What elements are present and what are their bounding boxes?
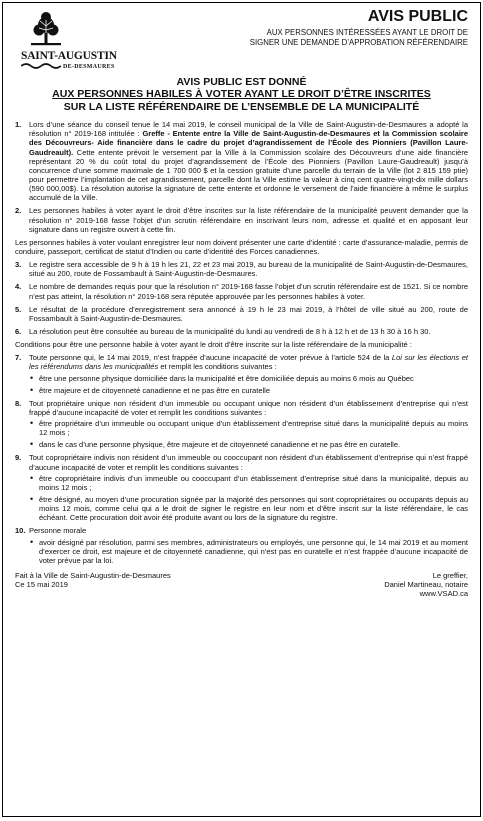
notice-footer	[15, 571, 468, 607]
headline-line-1: AVIS PUBLIC EST DONNÉ	[176, 76, 307, 88]
item-1-text-end: Cette entente prévoit le versement par la Ville à la Commission scolaire des Découvreurs d’une aide financière représentant 20 % du coût total du projet d’agrandissement de l’École des Pionniers (Pavillon Laure-Gaudreault) jusqu’à concurrence d’une somme maximale de 1 700 000 $ et la cession gratuite d’une parcelle du terrain de la Ville (lot 2 815 159 ptie) pour permettre l’implantation de cet agrandissement, parcelle dont la Ville estime la valeur à cinq cent quatre-vingt-dix mille dollars (590 000,00$). La résolution autorise la signature de cette entente et ordonne le versement de l’aide financière à même le surplus accumulé de la Ville.	[29, 147, 468, 203]
signatory-role: Le greffier,	[432, 571, 468, 581]
item-3-number: 3.	[15, 260, 22, 270]
item-1	[15, 120, 468, 202]
item-2-number: 2.	[15, 206, 22, 216]
logo-wave-icon	[21, 62, 61, 70]
notice-header	[15, 9, 468, 73]
item-7-law-title: Loi sur les élections et les référendums dans les municipalités	[29, 353, 468, 372]
list-item: • être copropriétaire indivis d’un immeuble ou cooccupant d’un établissement d’entreprise situé dans la municipalité, depuis au moins 12 mois ;	[29, 474, 468, 492]
item-7-number: 7.	[15, 353, 22, 363]
list-item: • avoir désigné par résolution, parmi ses membres, administrateurs ou employés, une personne qui, le 14 mai 2019 et au moment d’exercer ce droit, est majeure et de citoyenneté canadienne, qui n’est pas en curatelle et n’est frappée d’aucune incapacité de voter prévue par la loi.	[29, 538, 468, 565]
item-10-bullets	[29, 538, 468, 565]
item-2	[15, 206, 468, 233]
item-7	[15, 353, 468, 395]
item-4-text: Le nombre de demandes requis pour que la résolution n° 2019-168 fasse l’objet d’un scrutin référendaire est de 1521. Si ce nombre n’est pas atteint, la résolution n° 2019-168 sera réputée approuvée par les personnes habiles à voter.	[29, 282, 468, 301]
item-9-text: Tout copropriétaire indivis non résident d’un immeuble ou cooccupant non résident d’un établissement d’entreprise qui n’est frappé d’aucune incapacité de voter et remplit les conditions suivantes :	[29, 453, 468, 472]
footer-date: Ce 15 mai 2019	[15, 580, 68, 590]
item-7-text-end: et remplit les conditions suivantes :	[158, 362, 277, 372]
list-item: • être propriétaire d’un immeuble ou occupant unique d’un établissement d’entreprise situé dans la municipalité depuis au moins 12 mois ;	[29, 419, 468, 437]
item-5-text: Le résultat de la procédure d’enregistrement sera annoncé à 19 h le 23 mai 2019, à l’hôtel de ville situé au 200, route de Fossambault à Saint-Augustin-de-Desmaures.	[29, 304, 468, 323]
municipality-logo	[21, 11, 161, 73]
item-5	[15, 305, 468, 323]
item-3-text: Le registre sera accessible de 9 h à 19 h les 21, 22 et 23 mai 2019, au bureau de la municipalité de Saint-Augustin-de-Desmaures, situé au 200, route de Fossambault à Saint-Augustin-de-Desmaures.	[29, 260, 468, 279]
item-8-number: 8.	[15, 398, 22, 408]
notice-subtitle-line-2: SIGNER UNE DEMANDE D’APPROBATION RÉFÉRENDAIRE	[249, 37, 468, 47]
item-1-number: 1.	[15, 120, 22, 130]
headline-line-2: AUX PERSONNES HABILES À VOTER AYANT LE DROIT D’ÊTRE INSCRITES	[52, 88, 431, 101]
item-8	[15, 399, 468, 450]
item-7-text-start: Toute personne qui, le 14 mai 2019, n’est frappée d’aucune incapacité de voter prévue à l’article 524 de la	[29, 353, 392, 363]
item-9-number: 9.	[15, 453, 22, 463]
item-3	[15, 260, 468, 278]
item-7-bullets	[29, 374, 468, 395]
item-8-text: Tout propriétaire unique non résident d’un immeuble ou occupant unique non résident d’un établissement d’entreprise qui n’est frappé d’aucune incapacité de voter et remplit les conditions suivantes :	[29, 398, 468, 417]
signatory-name: Daniel Martineau, notaire	[384, 580, 468, 590]
condition-items	[15, 353, 468, 565]
logo-name: SAINT-AUGUSTIN	[21, 50, 117, 62]
item-8-bullets	[29, 419, 468, 449]
website-link[interactable]: www.VSAD.ca	[419, 589, 468, 599]
item-1-text-start: Lors d’une séance du conseil tenue le 14 mai 2019, le conseil municipal de la Ville de Saint-Augustin-de-Desmaures a adopté la résolution n° 2019-168 intitulée :	[29, 120, 468, 139]
list-item: • dans le cas d’une personne physique, être majeure et de citoyenneté canadienne et ne pas être en curatelle.	[29, 440, 468, 449]
notice-title-block	[250, 9, 468, 47]
item-4-number: 4.	[15, 282, 22, 292]
item-10-text: Personne morale	[29, 526, 87, 536]
item-5-number: 5.	[15, 304, 22, 314]
item-6-number: 6.	[15, 326, 22, 336]
identification-paragraph: Les personnes habiles à voter voulant enregistrer leur nom doivent présenter une carte d’identité : carte d’assurance-maladie, permis de conduire, passeport, certificat de statut d’Indien ou carte d’identité des Forces canadiennes.	[15, 237, 468, 256]
item-6	[15, 327, 468, 336]
notice-headline	[15, 76, 468, 113]
item-1-resolution-title: Greffe - Entente entre la Ville de Saint-Augustin-de-Desmaures et la Commission scolaire des Découvreurs- Aide financière dans le cadre du projet d’agrandissement de l’École des Pionniers (Pavillon Laure-Gaudreault).	[29, 129, 468, 157]
headline-line-3: SUR LA LISTE RÉFÉRENDAIRE DE L’ENSEMBLE DE LA MUNICIPALITÉ	[63, 100, 420, 113]
item-4	[15, 282, 468, 300]
notice-subtitle-line-1: AUX PERSONNES INTÉRESSÉES AYANT LE DROIT DE	[266, 27, 468, 37]
notice-title: AVIS PUBLIC	[367, 8, 468, 25]
notice-items	[15, 120, 468, 234]
notice-items-continued	[15, 260, 468, 336]
item-2-text: Les personnes habiles à voter ayant le droit d’être inscrites sur la liste référendaire de la municipalité peuvent demander que la résolution n° 2019-168 fasse l’objet d’un scrutin référendaire en inscrivant leurs nom, adresse et qualité et en apposant leur signature dans un registre ouvert à cette fin.	[29, 206, 468, 234]
logo-subtitle: DE-DESMAURES	[63, 64, 115, 70]
item-9-bullets	[29, 474, 468, 523]
item-6-text: La résolution peut être consultée au bureau de la municipalité du lundi au vendredi de 8 h à 12 h et de 13 h 30 à 16 h 30.	[29, 326, 431, 336]
item-10	[15, 526, 468, 565]
public-notice	[2, 2, 481, 817]
item-9	[15, 453, 468, 522]
footer-left	[15, 571, 171, 589]
conditions-paragraph: Conditions pour être une personne habile à voter ayant le droit d’être inscrite sur la liste référendaire de la municipalité :	[15, 340, 412, 350]
list-item: • être majeure et de citoyenneté canadienne et ne pas être en curatelle	[29, 386, 468, 395]
footer-place: Fait à la Ville de Saint-Augustin-de-Desmaures	[15, 571, 171, 581]
list-item: • être désigné, au moyen d’une procuration signée par la majorité des personnes qui sont copropriétaires ou occupants depuis au moins 12 mois, comme celui qui a le droit de signer le registre en leur nom et d’être inscrit sur la liste référendaire, le cas échéant. Cette procuration doit avoir été produite avant ou lors de la signature du registre.	[29, 495, 468, 522]
list-item: • être une personne physique domiciliée dans la municipalité et être domiciliée depuis au moins 6 mois au Québec	[29, 374, 468, 383]
item-10-number: 10.	[15, 526, 26, 536]
footer-signature	[384, 571, 468, 598]
logo-tree-icon	[29, 11, 63, 51]
